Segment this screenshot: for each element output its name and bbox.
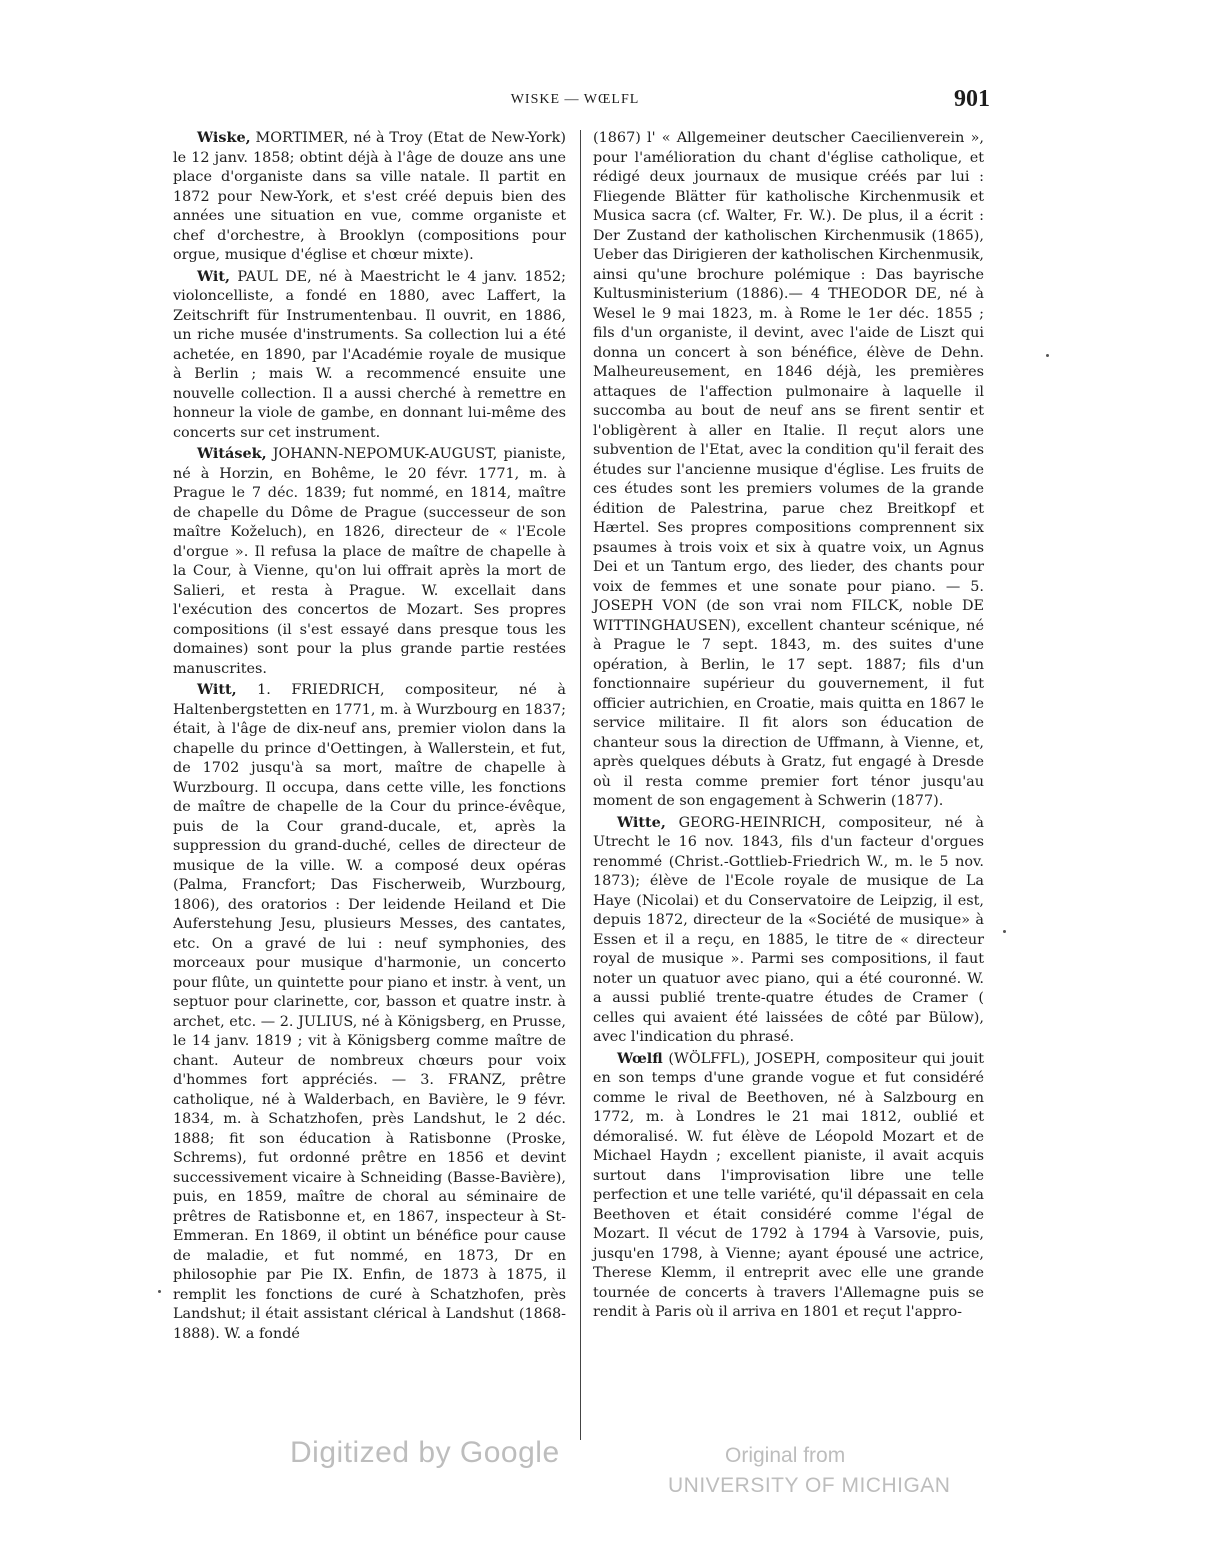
entry-wit	[173, 267, 566, 444]
entry-headword: Witásek,	[197, 445, 267, 462]
entry-text: (1867) l' « Allgemeiner deutscher Caecilienverein », pour l'amélioration du chant d'église catholique, et rédigé deux journaux de musique créés par lui : Fliegende Blätter für katholische Kirchenmusik et Musica sacra (cf. Walter, Fr. W.). De plus, il a écrit : Der Zustand der katholischen Kirchenmusik (1865), Ueber das Dirigieren der katholischen Kirchenmusik, ainsi qu'une brochure polémique : Das bayrische Kultusministerium (1886).— 4 THEODOR DE, né à Wesel le 9 mai 1823, m. à Rome le 1er déc. 1855 ; fils d'un organiste, il devint, avec l'aide de Liszt qui donna un concert à son bénéfice, élève de Dehn. Malheureusement, en 1846 déjà, les premières attaques de l'affection pulmonaire à laquelle il succomba au bout de neuf ans se firent sentir et l'obligèrent à aller en Italie. Il reçut alors une subvention de l'Etat, avec la condition qu'il ferait des études sur l'ancienne musique d'église. Les fruits de ces études sont les premiers volumes de la grande édition de Palestrina, parue chez Breitkopf et Hærtel. Ses propres compositions comprennent six psaumes à trois voix et six à quatre voix, un Agnus Dei et un Tantum ergo, des lieder, des chants pour voix de femmes et une sonate pour piano. — 5. JOSEPH VON (de son vrai nom FILCK, noble DE WITTINGHAUSEN), excellent chanteur scénique, né à Prague le 7 sept. 1843, m. des suites d'une opération, à Berlin, le 17 sept. 1887; fils d'un fonctionnaire supérieur du gouvernement, il fut officier autrichien, en Croatie, mais quitta en 1867 le service militaire. Il fit alors son éducation de chanteur sous la direction de Uffmann, à Vienne, et, après quelques débuts à Gratz, fut engagé à Dresde où il resta comme premier fort ténor jusqu'au moment de son engagement à Schwerin (1877).	[593, 130, 984, 809]
entry-headword: Wit,	[197, 267, 231, 285]
entry-headword: Witt,	[197, 681, 237, 698]
entry-witasek	[173, 444, 566, 679]
entry-text: JOHANN-NEPOMUK-AUGUST, pianiste, né à Horzin, en Bohême, le 20 févr. 1771, m. à Prague le 7 déc. 1839; fut nommé, en 1814, maître de chapelle du Dôme de Prague (successeur de son maître Koželuch), en 1826, directeur de « l'Ecole d'orgue ». Il refusa la place de maître de chapelle à la Cour, à Vienne, qu'on lui offrait après la mort de Salieri, et resta à Prague. W. excellait dans l'exécution des concertos de Mozart. Ses propres compositions (il s'est essayé dans presque tous les domaines) sont pour la plus grande partie restées manuscrites.	[173, 446, 566, 677]
entry-text: PAUL DE, né à Maestricht le 4 janv. 1852; violoncelliste, a fondé en 1880, avec Laffert, la Zeitschrift für Instrumentenbau. Il ouvrit, en 1886, un riche musée d'instruments. Sa collection lui a été achetée, en 1890, par l'Académie royale de musique à Berlin ; mais W. a recommencé ensuite une nouvelle collection. Il a aussi cherché à remettre en honneur la viole de gambe, en donnant lui-même des concerts sur cet instrument.	[173, 268, 566, 441]
original-from-watermark: Original from	[725, 1444, 846, 1467]
entry-text: GEORG-HEINRICH, compositeur, né à Utrecht le 16 nov. 1843, fils d'un facteur d'orgues renommé (Christ.-Gottlieb-Friedrich W., m. le 5 nov. 1873); élève de l'Ecole royale de musique de La Haye (Nicolai) et du Conservatoire de Leipzig, il est, depuis 1872, directeur de la «Société de musique» à Essen et il a reçu, en 1885, le titre de « directeur royal de musique ». Parmi ses compositions, il faut noter un quatuor avec piano, qui a été couronné. W. a aussi publié trente-quatre études de Cramer ( celles qui avaient été laissées de côté par Bülow), avec l'indication du phrasé.	[593, 814, 984, 1045]
entry-witt	[173, 680, 566, 1344]
right-column	[593, 128, 984, 1324]
entry-witte	[593, 813, 984, 1048]
running-title: WISKE — WŒLFL	[510, 92, 640, 107]
entry-witt-continued	[593, 128, 984, 812]
entry-text: 1. FRIEDRICH, compositeur, né à Haltenbergstetten en 1771, m. à Wurzbourg en 1837; était, à l'âge de dix-neuf ans, premier violon dans la chapelle du prince d'Oettingen, à Wallerstein, et fut, de 1702 jusqu'à sa mort, maître de chapelle à Wurzbourg. Il occupa, dans cette ville, les fonctions de maître de chapelle de la Cour du prince-évêque, puis de la Cour grand-ducale, et, après la suppression du grand-duché, celles de directeur de musique de la ville. W. a composé deux opéras (Palma, Francfort; Das Fischerweib, Wurzbourg, 1806), des oratorios : Der leidende Heiland et Die Auferstehung Jesu, plusieurs Messes, des cantates, etc. On a gravé de lui : neuf symphonies, des morceaux pour musique d'harmonie, un concerto pour flûte, un quintette pour piano et instr. à vent, un septuor pour clarinette, cor, basson et quatre instr. à archet, etc. — 2. JULIUS, né à Königsberg, en Prusse, le 14 janv. 1819 ; vit à Königsberg comme maître de chant. Auteur de nombreux chœurs pour voix d'hommes fort appréciés. — 3. FRANZ, prêtre catholique, né à Walderbach, en Bavière, le 9 févr. 1834, m. à Schatzhofen, près Landshut, le 2 déc. 1888; fit son éducation à Ratisbonne (Proske, Schrems), fut ordonné prêtre en 1856 et devint successivement vicaire à Schneiding (Basse-Bavière), puis, en 1859, maître de choral au séminaire de prêtres de Ratisbonne et, en 1867, inspecteur à St-Emmeran. En 1869, il obtint un bénéfice pour cause de maladie, et fut nommé, en 1873, Dr en philosophie par Pie IX. Enfin, de 1873 à 1875, il remplit les fonctions de curé à Schatzhofen, près Landshut; il était assistant clérical à Landshut (1868-1888). W. a fondé	[173, 682, 566, 1342]
page-number: 901	[954, 86, 990, 112]
entry-wiske	[173, 128, 566, 266]
entry-headword: Wœlfl	[617, 1049, 663, 1067]
scan-speck	[158, 1290, 161, 1293]
university-watermark: UNIVERSITY OF MICHIGAN	[668, 1474, 951, 1497]
entry-text: MORTIMER, né à Troy (Etat de New-York) le 12 janv. 1858; obtint déjà à l'âge de douze ans une place d'organiste dans sa ville natale. Il partit en 1872 pour New-York, et s'est créé depuis bien des années une situation en vue, comme organiste et chef d'orchestre, à Brooklyn (compositions pour orgue, musique d'église et chœur mixte).	[173, 130, 566, 263]
page-header	[160, 86, 990, 122]
left-column	[173, 128, 566, 1345]
entry-woelfl	[593, 1049, 984, 1323]
scan-speck	[1003, 930, 1006, 933]
scan-speck	[1046, 354, 1049, 357]
entry-headword: Witte,	[617, 813, 666, 831]
column-divider	[580, 130, 581, 1440]
entry-text: (WÖLFFL), JOSEPH, compositeur qui jouit en son temps d'une grande vogue et fut considéré comme le rival de Beethoven, né à Salzbourg en 1772, m. à Londres le 21 mai 1812, oublié et démoralisé. W. fut élève de Léopold Mozart et de Michael Haydn ; excellent pianiste, il avait acquis surtout dans l'improvisation libre une telle perfection et une telle variété, qu'il dépassait en cela Beethoven et était considéré comme l'égal de Mozart. Il vécut de 1792 à 1794 à Varsovie, puis, jusqu'en 1798, à Vienne; ayant épousé une actrice, Therese Klemm, il entreprit avec elle une grande tournée de concerts à travers l'Allemagne puis se rendit à Paris où il arriva en 1801 et reçut l'appro-	[593, 1050, 984, 1320]
entry-headword: Wiske,	[197, 129, 251, 146]
digitized-by-google-watermark: Digitized by Google	[290, 1436, 560, 1469]
